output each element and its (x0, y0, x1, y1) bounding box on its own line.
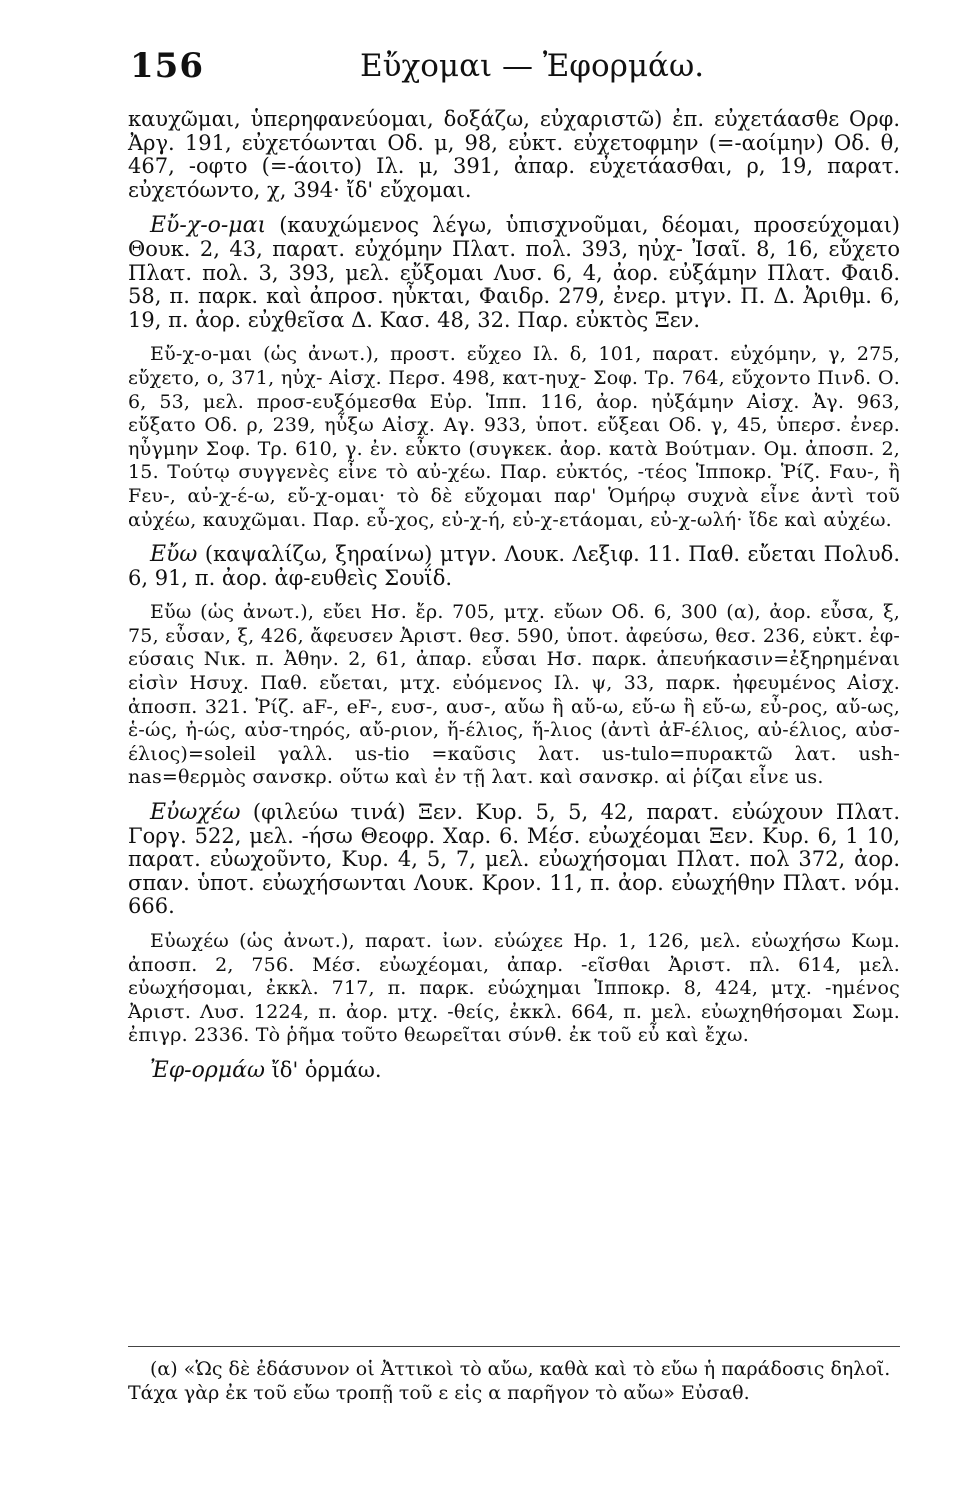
page-header (130, 46, 900, 96)
entry-continuation (128, 108, 900, 202)
entry-headword: Εὐωχέω (150, 800, 241, 826)
footnote-text: (α) «Ὡς δὲ ἐδάσυνον οἱ Ἀττικοὶ τὸ αὔω, καθὰ καὶ τὸ εὔω ἡ παράδοσις δηλοῖ. Τάχα γὰρ ἐκ τοῦ εὔω τροπῇ τοῦ ε εἰς α παρῆγον τὸ αὔω» Εὐσαθ. (128, 1358, 891, 1404)
entry-euo-epic (128, 601, 900, 790)
footnotes (128, 1346, 900, 1405)
entry-headword: Εὔω (150, 542, 198, 568)
entry-text: (καυχώμενος λέγω, ὑπισχνοῦμαι, δέομαι, προσεύχομαι) Θουκ. 2, 43, παρατ. εὐχόμην Πλατ. πολ. 393, ηὐχ- Ἰσαῖ. 8, 16, εὔχετο Πλατ. πολ. 3, 393, μελ. εὔξομαι Λυσ. 6, 4, ἀορ. εὐξάμην Πλατ. Φαιδ. 58, π. παρκ. καὶ ἀπροσ. ηὖκται, Φαιδρ. 279, ἐνερ. μτγν. Π. Δ. Ἀριθμ. 6, 19, π. ἀορ. εὐχθεῖσα Δ. Κασ. 48, 32. Παρ. εὐκτὸς Ξεν. (128, 213, 900, 332)
footnote (128, 1357, 900, 1405)
entry-euo (128, 543, 900, 590)
entry-text: Εὐωχέω (ὡς ἀνωτ.), παρατ. ἰων. εὐώχεε Ηρ. 1, 126, μελ. εὐωχήσω Κωμ. ἀποσπ. 2, 756. Μέσ. εὐωχέομαι, ἀπαρ. -εῖσθαι Ἀριστ. πλ. 614, μελ. εὐωχήσομαι, ἐκκλ. 717, π. παρκ. εὐώχημαι Ἱπποκρ. 8, 424, μτχ. -ημένος Ἀριστ. Λυσ. 1224, π. ἀορ. μτχ. -θείς, ἐκκλ. 664, π. μελ. εὐωχηθήσομαι Σωμ. ἐπιγρ. 2336. Τὸ ῥῆμα τοῦτο θεωρεῖται σύνθ. ἐκ τοῦ εὖ καὶ ἔχω. (128, 930, 900, 1047)
entry-euchomai (128, 214, 900, 332)
page-number: 156 (130, 46, 204, 86)
entries-column (128, 108, 900, 1094)
entry-euocheo-ionic (128, 930, 900, 1048)
entry-euchomai-epic (128, 343, 900, 532)
entry-text: (καψαλίζω, ξηραίνω) μτγν. Λουκ. Λεξιφ. 11. Παθ. εὔεται Πολυδ. 6, 91, π. ἀορ. ἀφ-ευθεὶς Σουΐδ. (128, 542, 900, 590)
entry-text: Εὔ-χ-ο-μαι (ὡς ἀνωτ.), προστ. εὔχεο Ιλ. δ, 101, παρατ. εὐχόμην, γ, 275, εὔχετο, ο, 371, ηὐχ- Αἰσχ. Περσ. 498, κατ-ηυχ- Σοφ. Τρ. 764, εὔχοντο Πινδ. Ο. 6, 53, μελ. προσ-ευξόμεσθα Εὐρ. Ἱππ. 116, ἀορ. ηὐξάμην Αἰσχ. Ἀγ. 963, εὔξατο Οδ. ρ, 239, ηὖξω Αἰσχ. Αγ. 933, ὑποτ. εὔξεαι Οδ. γ, 45, ὑπερσ. ἐνερ. ηὖγμην Σοφ. Τρ. 610, γ. ἐν. εὖκτο (συγκεκ. ἀορ. κατὰ Βούτμαν. Ομ. ἀποσπ. 2, 15. Τούτῳ συγγενὲς εἶνε τὸ αὐ-χέω. Παρ. εὐκτός, -τέος Ἱπποκρ. Ῥίζ. Fαυ-, ἢ Fευ-, αὐ-χ-έ-ω, εὔ-χ-ομαι· τὸ δὲ εὔχομαι παρ' Ὁμήρῳ συχνὰ εἶνε ἀντὶ τοῦ αὐχέω, καυχῶμαι. Παρ. εὖ-χος, εὐ-χ-ή, εὐ-χ-ετάομαι, εὐ-χ-ωλή· ἴδε καὶ αὐχέω. (128, 343, 900, 531)
running-title: Εὔχομαι — Ἐφορμάω. (360, 48, 705, 84)
entry-text: Εὔω (ὡς ἀνωτ.), εὔει Ησ. ἔρ. 705, μτχ. εὔων Οδ. 6, 300 (α), ἀορ. εὖσα, ξ, 75, εὖσαν, ξ, 426, ἄφευσεν Ἀριστ. θεσ. 590, ὑποτ. ἀφεύσω, θεσ. 236, εὐκτ. ἐφ-εύσαις Νικ. π. Ἀθην. 2, 61, ἀπαρ. εὖσαι Ησ. παρκ. ἀπευήκασιν=ἐξηρημέναι εἰσὶν Ησυχ. Παθ. εὔεται, μτχ. εὐόμενος Ιλ. ψ, 33, παρκ. ἠφευμένος Αἰσχ. ἀποσπ. 321. Ῥίζ. aF-, eF-, ευσ-, αυσ-, αὔω ἢ αὔ-ω, εὔ-ω ἢ εὔ-ω, εὖ-ρος, αὔ-ως, ἑ-ώς, ἠ-ώς, αὐσ-τηρός, αὔ-ριον, ἥ-έλιος, ἥ-λιος (ἀντὶ ἀF-έλιος, αὐ-έλιος, αὐσ-έλιος)=soleil γαλλ. us-tio =καῦσις λατ. us-tulo=πυρακτῶ λατ. ush-nas=θερμὸς σανσκρ. οὕτω καὶ ἐν τῇ λατ. καὶ σανσκρ. αἱ ῥίζαι εἶνε us. (128, 601, 900, 789)
entry-text: ἴδ' ὁρμάω. (264, 1057, 382, 1082)
entry-headword: Ἐφ-ορμάω (150, 1057, 265, 1083)
entry-headword: Εὔ-χ-ο-μαι (150, 213, 267, 239)
entry-euocheo (128, 801, 900, 919)
entry-text: (φιλεύω τινά) Ξεν. Κυρ. 5, 5, 42, παρατ. εὐώχουν Πλατ. Γοργ. 522, μελ. -ήσω Θεοφρ. Χαρ. 6. Μέσ. εὐωχέομαι Ξεν. Κυρ. 6, 1 10, παρατ. εὐωχοῦντο, Κυρ. 4, 5, 7, μελ. εὐωχήσομαι Πλατ. πολ 372, ἀορ. σπαν. ὑποτ. εὐωχήσωνται Λουκ. Κρον. 11, π. ἀορ. εὐωχήθην Πλατ. νόμ. 666. (128, 800, 900, 919)
entry-text: καυχῶμαι, ὑπερηφανεύομαι, δοξάζω, εὐχαριστῶ) ἐπ. εὐχετάασθε Ορφ. Ἀργ. 191, εὐχετόωνται Οδ. μ, 98, εὐκτ. εὐχετοφμην (=-αοίμην) Οδ. θ, 467, -οφτο (=-άοιτο) Ιλ. μ, 391, ἀπαρ. εὐχετάασθαι, ρ, 19, παρατ. εὐχετόωντο, χ, 394· ἴδ' εὔχομαι. (128, 107, 900, 202)
entry-ephormao (128, 1059, 900, 1083)
